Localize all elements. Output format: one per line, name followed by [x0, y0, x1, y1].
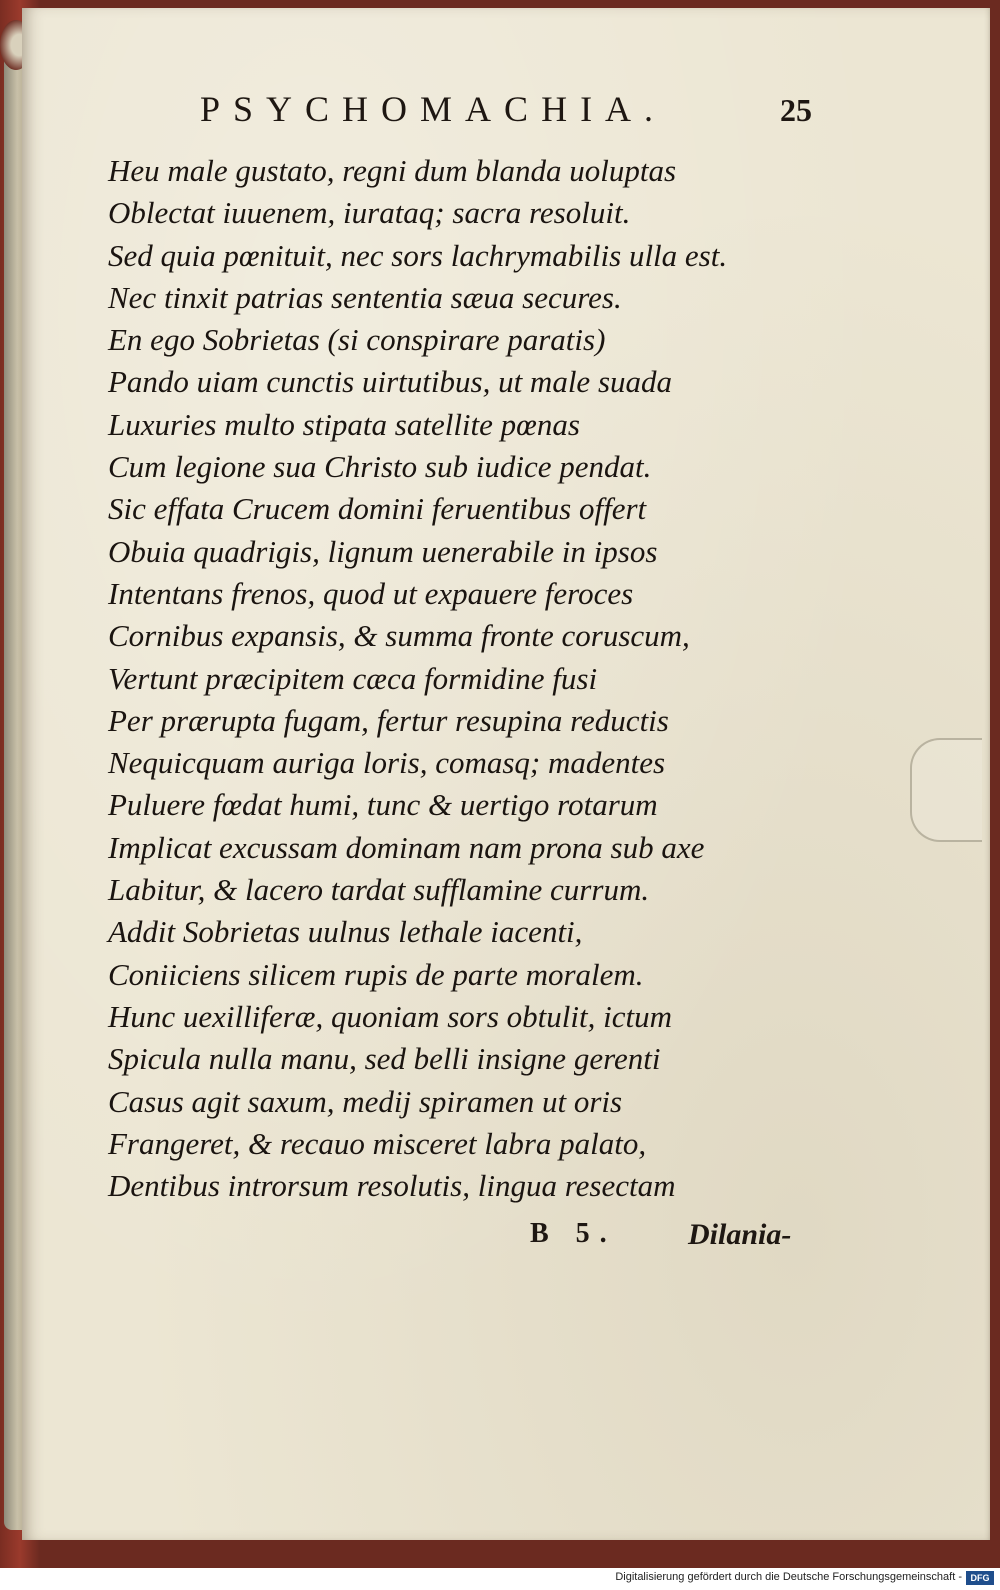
catchword: Dilania-	[688, 1218, 792, 1251]
verse-line: Addit Sobrietas uulnus lethale iacenti,	[108, 914, 583, 950]
verse-line: Nec tinxit patrias sententia sæua secures.	[108, 279, 622, 315]
verse-line: Labitur, & lacero tardat sufflamine currum.	[108, 872, 650, 908]
verse-line: Oblectat iuuenem, iurataq; sacra resoluit.	[108, 195, 631, 231]
funding-credit: Digitalisierung gefördert durch die Deutsche Forschungsgemeinschaft -	[615, 1571, 962, 1583]
verse-line: Heu male gustato, regni dum blanda uoluptas	[108, 153, 677, 188]
verse-list	[108, 150, 908, 1207]
verse-line: Vertunt præcipitem cæca formidine fusi	[108, 660, 598, 696]
verse-line: Dentibus introrsum resolutis, lingua resectam	[108, 1168, 676, 1204]
verse-line: Obuia quadrigis, lignum uenerabile in ipsos	[108, 533, 658, 569]
verse-line: Sed quia pœnituit, nec sors lachrymabilis ulla est.	[108, 237, 728, 273]
verse-line: Spicula nulla manu, sed belli insigne gerenti	[108, 1041, 661, 1077]
verse-line: Nequicquam auriga loris, comasq; madentes	[108, 745, 666, 781]
verse-line: En ego Sobrietas (si conspirare paratis)	[108, 322, 606, 358]
verse-line: Casus agit saxum, medij spiramen ut oris	[108, 1083, 623, 1119]
verse-line: Hunc uexilliferæ, quoniam sors obtulit, ictum	[108, 998, 672, 1034]
dfg-logo-icon: DFG	[966, 1571, 994, 1585]
verse-line: Per prærupta fugam, fertur resupina reductis	[108, 702, 669, 738]
verse-line: Cornibus expansis, & summa fronte coruscum,	[108, 618, 690, 654]
verse-line: Frangeret, & recauo misceret labra palato,	[108, 1125, 647, 1161]
verse-line: Cum legione sua Christo sub iudice pendat.	[108, 449, 652, 485]
page-clip	[910, 738, 982, 842]
verse-line: Sic effata Crucem domini feruentibus offert	[108, 491, 647, 527]
footer-bar	[0, 1568, 1000, 1590]
verse-line: Luxuries multo stipata satellite pœnas	[108, 406, 580, 442]
running-head: PSYCHOMACHIA.	[200, 89, 667, 129]
verse-line: Implicat excussam dominam nam prona sub axe	[108, 829, 705, 865]
verse-line: Coniiciens silicem rupis de parte moralem.	[108, 956, 644, 992]
verse-line: Puluere fœdat humi, tunc & uertigo rotarum	[108, 787, 658, 823]
signature-mark: B 5.	[530, 1218, 617, 1249]
verse-line: Pando uiam cunctis uirtutibus, ut male suada	[108, 364, 673, 400]
verse-line: Intentans frenos, quod ut expauere feroces	[108, 575, 634, 611]
folio-number: 25	[780, 92, 812, 128]
